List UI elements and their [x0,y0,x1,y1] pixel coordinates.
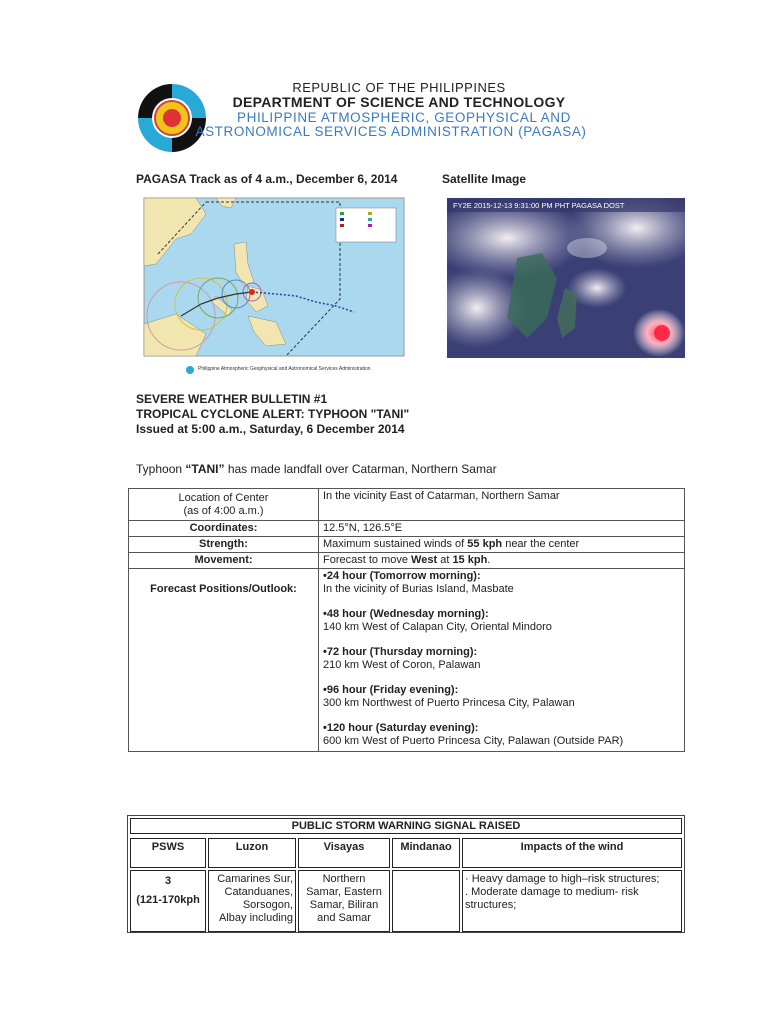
strength-before: Maximum sustained winds of [323,538,468,550]
header-impacts: Impacts of the wind [462,838,682,868]
forecast-120h-text: 600 km West of Puerto Princesa City, Palawan (Outside PAR) [323,735,624,747]
forecast-96h-text: 300 km Northwest of Puerto Princesa City, Palawan [323,697,575,709]
header-luzon: Luzon [208,838,296,868]
strength-value [319,537,685,553]
forecast-120h-head: •120 hour (Saturday evening): [323,722,479,734]
track-map [136,194,406,380]
movement-speed: 15 kph [452,554,488,566]
storm-signal-table [127,815,685,933]
bulletin-issued: Issued at 5:00 a.m., Saturday, 6 December 2014 [136,422,405,436]
forecast-48h-head: •48 hour (Wednesday morning): [323,608,489,620]
forecast-label: Forecast Positions/Outlook: [129,569,319,752]
movement-mid: at [437,554,453,566]
bulletin-number: SEVERE WEATHER BULLETIN #1 [136,392,328,406]
intro-after: has made landfall over Catarman, Northern Samar [224,462,497,476]
visayas-area: Samar, Eastern [306,886,382,898]
luzon-areas [208,870,296,932]
coords-value: 12.5°N, 126.5°E [319,521,685,537]
header-republic: REPUBLIC OF THE PHILIPPINES [292,80,506,95]
impact-item: · Heavy damage to high–risk structures; [465,873,660,885]
location-label-line2: (as of 4:00 a.m.) [183,505,264,517]
table-row [129,489,685,521]
header-agency-line1: PHILIPPINE ATMOSPHERIC, GEOPHYSICAL AND [237,110,571,125]
strength-after: near the center [502,538,580,550]
strength-speed: 55 kph [467,538,503,550]
intro-before: Typhoon [136,462,186,476]
header-psws: PSWS [130,838,206,868]
table-row [129,569,685,752]
movement-label: Movement: [129,553,319,569]
visayas-areas [298,870,390,932]
bulletin-header [136,392,409,437]
forecast-value [319,569,685,752]
header-visayas: Visayas [298,838,390,868]
signal-title: PUBLIC STORM WARNING SIGNAL RAISED [130,818,682,834]
typhoon-name: “TANI” [185,462,225,476]
movement-before: Forecast to move [323,554,412,566]
satellite-title: Satellite Image [442,172,527,186]
luzon-area: Camarines Sur, [217,873,293,885]
cyclone-info-table [128,488,685,752]
visayas-area: Samar, Biliran [309,899,379,911]
table-row [129,537,685,553]
psws-level [130,870,206,932]
satellite-image [447,198,685,358]
movement-after: . [487,554,491,566]
forecast-96h-head: •96 hour (Friday evening): [323,684,459,696]
wind-impacts [462,870,682,932]
table-row [129,553,685,569]
forecast-72h-head: •72 hour (Thursday morning): [323,646,478,658]
forecast-72h-text: 210 km West of Coron, Palawan [323,659,481,671]
map-footer: Philippine Atmospheric Geophysical and Astronomical Services Administration [198,366,371,372]
luzon-area: Sorsogon, [242,899,293,911]
location-value: In the vicinity East of Catarman, Northern Samar [319,489,685,521]
intro-text [136,462,497,476]
visayas-area: and Samar [317,912,371,924]
location-label [129,489,319,521]
movement-value [319,553,685,569]
header-department: DEPARTMENT OF SCIENCE AND TECHNOLOGY [232,94,566,110]
forecast-24h-head: •24 hour (Tomorrow morning): [323,570,481,582]
header-agency-line2: ASTRONOMICAL SERVICES ADMINISTRATION (PAGASA) [195,124,587,139]
table-row [129,521,685,537]
forecast-24h-text: In the vicinity of Burias Island, Masbate [323,583,514,595]
location-label-line1: Location of Center [178,492,269,504]
coords-label: Coordinates: [129,521,319,537]
psws-range: (121-170kph [136,894,200,906]
impact-item: . Moderate damage to medium- risk structures; [465,886,639,911]
bulletin-alert: TROPICAL CYCLONE ALERT: TYPHOON "TANI" [136,407,410,421]
psws-number: 3 [164,875,172,887]
luzon-area: Catanduanes, [224,886,293,898]
satellite-caption: FY2E 2015-12-13 9:31:00 PM PHT PAGASA DOST [453,201,625,210]
forecast-48h-text: 140 km West of Calapan City, Oriental Mindoro [323,621,552,633]
luzon-area: Albay including [219,912,293,924]
strength-label: Strength: [129,537,319,553]
mindanao-areas [392,870,460,932]
track-title: PAGASA Track as of 4 a.m., December 6, 2014 [136,172,398,186]
visayas-area: Northern [322,873,366,885]
header-mindanao: Mindanao [392,838,460,868]
movement-direction: West [411,554,438,566]
